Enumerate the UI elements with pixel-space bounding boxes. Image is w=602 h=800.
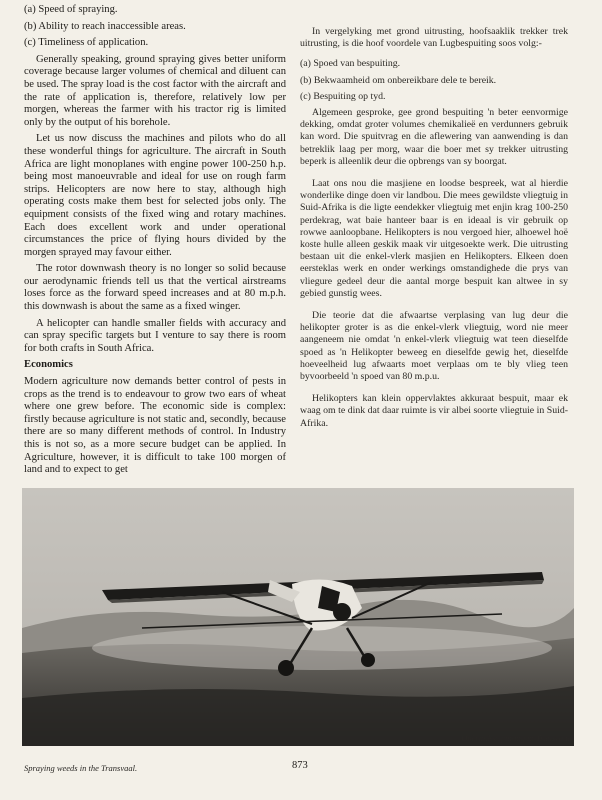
list-item: (a) Spoed van bespuiting. <box>300 58 401 70</box>
list-item: (a) Speed of spraying. <box>24 4 118 15</box>
afrikaans-column <box>300 4 568 434</box>
list-item: (c) Bespuiting op tyd. <box>300 90 386 102</box>
paragraph: A helicopter can handle smaller fields with accuracy and can spray specific targets but I venture to say there is room for both crafts in South Africa. <box>24 317 286 354</box>
paragraph: Let us now discuss the machines and pilots who do all these wonderful things for agriculture. The aircraft in South Africa are light monoplanes with engine power 100-250 h.p. being most manoeuvrable and ideal for use on rough farm strips. Helicopters are now here to stay, although high operating costs make them best for selected jobs only. The equipment consists of the fixed wing and rotary machines. Each does excellent work and under operational circumstances the price of flying hours divided by the morgen sprayed may favour either. <box>24 133 286 258</box>
photo-caption-english: Spraying weeds in the Transvaal. <box>24 763 138 773</box>
photo-caption-afrikaans: Onkruidbespuiting in Transvaal. <box>461 733 572 743</box>
section-title: Economics <box>24 359 73 371</box>
paragraph: Helikopters kan klein oppervlaktes akkuraat bespuit, maar ek waag om te dink dat daar ruimte is vir albei soorte vliegtuie in Suid-Afrika. <box>300 393 568 429</box>
page-number: 873 <box>292 760 308 771</box>
list-item: (b) Bekwaamheid om onbereikbare dele te bereik. <box>300 74 497 86</box>
english-column <box>24 4 286 481</box>
paragraph: Generally speaking, ground spraying gives better uniform coverage because larger volumes of chemical and diluent can be used. The spray load is the cost factor with the aircraft and the rate of application is, therefore, relatively low per morgen, whereas the farmer with his tractor rig is limited only by the output of his borehole. <box>24 53 286 128</box>
list-item: (b) Ability to reach inaccessible areas. <box>24 20 186 32</box>
paragraph: The rotor downwash theory is no longer so solid because our aerodynamic friends tell us that the vertical airstreams loses force as the forward speed increases and at 80 m.p.h. this downwash is about the same as a fixed winger. <box>24 263 286 313</box>
paragraph: Laat ons nou die masjiene en loodse bespreek, wat al hierdie wonderlike dinge doen vir landbou. Die mees gewildste vliegtuig in Suid-Afrika is die ligte eendekker vliegtuig met enjin krag 100-250 perdekrag, wat baie hanteer baar is en ideaal is vir gebruik op rowwe aanloopbane. Helikopters is nou vergoed hier, alhoewel hoë koste hulle alleen geskik maak vir uitgesoekte werk. Die uitrusting bestaan uit die enkel-vlerk masjien en Helikopters. Elkeen doen eersteklas werk en onder werkings omstandighede die prys van vliegure gedeel deur die aantal morge bespuit kan altwee in sy gebied gunstig wees. <box>300 178 568 299</box>
list-item: (c) Timeliness of application. <box>24 37 149 49</box>
paragraph: Modern agriculture now demands better control of pests in crops as the trend is to endeavour to grow two ears of wheat where one grew before. The economic side is complex: firstly because agriculture is not static and, secondly, because there are so many different methods of control. In Industry this is not so, as a more secure budget can be applied. In Agriculture, however, it is difficult to take 100 morgen of land and to expect to get <box>24 376 286 476</box>
paragraph: In vergelyking met grond uitrusting, hoofsaaklik trekker trek uitrusting, is die hoof voordele van Lugbespuiting soos volg:- <box>300 26 568 50</box>
paragraph: Die teorie dat die afwaartse verplasing van lug deur die helikopter groter is as die enkel-vlerk vliegtuig, word nie meer aangeneem nie omdat 'n enkel-vlerk vliegtuig wat teen dieselfde spoed as 'n Helikopter beweeg en dieselfde gewig het, dieselfde hoeveelheid lug afwaarts moet verplaas om te bly vlieg teen byvoorbeeld 'n spoed van 80 m.p.u. <box>300 310 568 383</box>
paragraph: Algemeen gesproke, gee grond bespuiting 'n beter eenvormige dekking, omdat groter volumes chemikalieë en verdunners gebruik kan word. Die spuitvrag en die aflewering van aanwending is dan betreklik laag per morg, waar die boer met sy trekker uitrusting beperk is alleenlik deur die opbrengs van sy boorgat. <box>300 107 568 167</box>
crop-spraying-photo <box>22 488 574 746</box>
